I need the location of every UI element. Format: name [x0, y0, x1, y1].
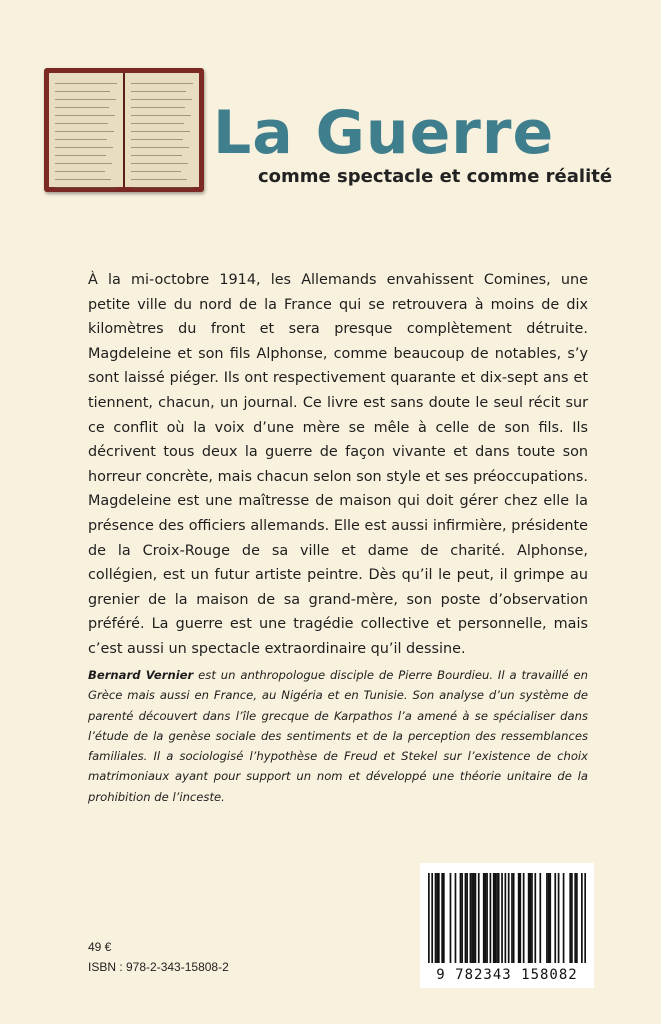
author-bio: [88, 665, 588, 807]
barcode-bar: [486, 873, 488, 963]
notebook-handwriting-line: [131, 179, 187, 180]
barcode-bar: [548, 873, 550, 963]
notebook-handwriting-line: [55, 155, 106, 156]
barcode-bar: [496, 873, 498, 963]
book-summary: À la mi-octobre 1914, les Allemands envahissent Comines, une petite ville du nord de la France qui se retrouvera à moins de dix kilomètres du front et sera presque complètement détruite. Magdeleine et son fils Alphonse, comme beaucoup de notables, s’y sont laissé piéger. Ils ont respectivement quarante et dix-sept ans et tiennent, chacun, un journal. Ce livre est sans doute le seul récit sur ce conflit où la voix d’une mère se mêle à celle de son fils. Ils décrivent tous deux la guerre de façon vivante et dans toute son horreur concrète, mais chacun selon son style et ses préoccupations. Magdeleine est une maîtresse de maison qui doit gérer chez elle la présence des officiers allemands. Elle est aussi infirmière, présidente de la Croix-Rouge de sa ville et dame de charité. Alphonse, collégien, est un futur artiste peintre. Dès qu’il le peut, il grimpe au grenier de la maison de sa grand-mère, son poste d’observation préféré. La guerre est une tragédie collective et personnelle, mais c’est aussi un spectacle extraordinaire qu’il dessine.: [88, 272, 588, 657]
barcode-bar: [450, 873, 452, 963]
barcode-bar: [498, 873, 500, 963]
barcode-bar: [523, 873, 525, 963]
barcode-bar: [431, 873, 433, 963]
barcode-digits: 9 782343 158082: [436, 967, 578, 983]
notebook-photo: [44, 68, 204, 192]
barcode-bar: [485, 873, 487, 963]
barcode-bar: [584, 873, 586, 963]
notebook-handwriting-line: [55, 187, 117, 188]
barcode-bar: [478, 873, 480, 963]
notebook-handwriting-line: [55, 99, 116, 100]
barcode-bar: [574, 873, 576, 963]
barcode-bar: [483, 873, 485, 963]
notebook-handwriting-line: [131, 115, 191, 116]
barcode-bar: [563, 873, 565, 963]
barcode-bar: [438, 873, 440, 963]
barcode-bar: [470, 873, 472, 963]
price: 49 €: [88, 940, 112, 954]
notebook-handwriting-line: [131, 107, 185, 108]
author-bio-text: est un anthropologue disciple de Pierre Bourdieu. Il a travaillé en Grèce mais aussi en France, au Nigéria et en Tunisie. Son analyse d’un système de parenté découvert dans l’île grecque de Karpathos l’a amené à se spécialiser dans l’étude de la genèse sociale des sentiments et de la perception des ressemblances familiales. Il a sociologisé l’hypothèse de Freud et Stekel sur l’existence de choix matrimoniaux ayant pour support un nom et développé une théorie unitaire de la prohibition de l’inceste.: [88, 668, 588, 804]
notebook-handwriting-line: [55, 91, 110, 92]
notebook-spine: [123, 73, 125, 187]
notebook-handwriting-line: [131, 139, 183, 140]
barcode: [420, 863, 594, 988]
barcode-bar: [539, 873, 541, 963]
barcode-bar: [461, 873, 463, 963]
barcode-bar: [493, 873, 495, 963]
notebook-handwriting-line: [55, 171, 105, 172]
barcode-bar: [473, 873, 475, 963]
barcode-bar: [455, 873, 457, 963]
barcode-bar: [576, 873, 578, 963]
author-name: Bernard Vernier: [88, 668, 194, 682]
barcode-bar: [549, 873, 551, 963]
notebook-handwriting-line: [55, 163, 112, 164]
book-subtitle: comme spectacle et comme réalité: [258, 166, 613, 187]
notebook-handwriting-line: [55, 123, 108, 124]
notebook-handwriting-line: [131, 187, 193, 188]
barcode-bar: [436, 873, 438, 963]
notebook-right-page: [125, 73, 199, 187]
notebook-handwriting-line: [55, 83, 117, 84]
book-title: La Guerre: [213, 98, 555, 168]
barcode-bar: [465, 873, 467, 963]
barcode-bar: [546, 873, 548, 963]
barcode-bar: [435, 873, 437, 963]
barcode-bar: [569, 873, 571, 963]
notebook-handwriting-line: [131, 99, 192, 100]
barcode-bar: [529, 873, 531, 963]
barcode-bar: [534, 873, 536, 963]
barcode-bar: [466, 873, 468, 963]
notebook-handwriting-line: [131, 83, 193, 84]
notebook-handwriting-line: [55, 139, 107, 140]
barcode-bar: [471, 873, 473, 963]
barcode-bar: [508, 873, 510, 963]
notebook-handwriting-line: [131, 123, 184, 124]
barcode-bar: [513, 873, 515, 963]
barcode-bar: [505, 873, 507, 963]
barcode-bar: [558, 873, 560, 963]
barcode-bar: [511, 873, 513, 963]
barcode-bar: [528, 873, 530, 963]
barcode-bar: [519, 873, 521, 963]
barcode-bar: [443, 873, 445, 963]
notebook-handwriting-line: [55, 115, 115, 116]
barcode-bar: [531, 873, 533, 963]
isbn: ISBN : 978-2-343-15808-2: [88, 960, 229, 974]
notebook-handwriting-line: [55, 179, 111, 180]
barcode-bars: [428, 873, 586, 965]
notebook-handwriting-line: [131, 163, 188, 164]
barcode-bar: [441, 873, 443, 963]
notebook-handwriting-line: [131, 155, 182, 156]
barcode-bar: [581, 873, 583, 963]
barcode-bar: [490, 873, 492, 963]
notebook-handwriting-line: [55, 107, 109, 108]
barcode-bar: [460, 873, 462, 963]
barcode-bar: [571, 873, 573, 963]
notebook-handwriting-line: [131, 147, 189, 148]
barcode-bar: [428, 873, 430, 963]
notebook-handwriting-line: [131, 91, 186, 92]
notebook-handwriting-line: [131, 171, 181, 172]
barcode-bar: [495, 873, 497, 963]
barcode-bar: [501, 873, 503, 963]
barcode-bar: [475, 873, 477, 963]
notebook-handwriting-line: [55, 131, 114, 132]
notebook-handwriting-line: [131, 131, 190, 132]
notebook-handwriting-line: [55, 147, 113, 148]
barcode-bar: [518, 873, 520, 963]
barcode-bar: [554, 873, 556, 963]
notebook-left-page: [49, 73, 123, 187]
